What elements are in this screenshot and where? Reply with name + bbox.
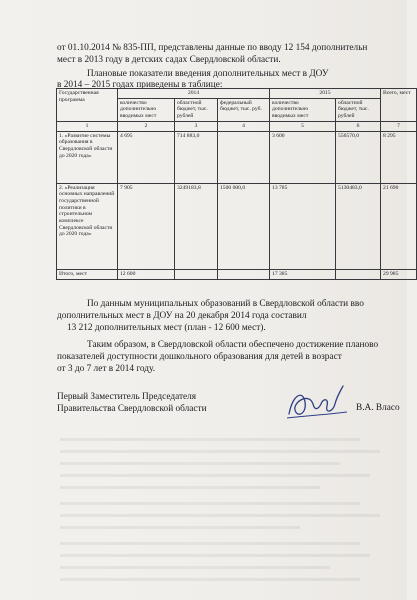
paragraph-line: от 01.10.2014 № 835-ПП, представлены данные по вводу 12 154 дополнительн <box>57 43 368 53</box>
paragraph-line: дополнительных мест в ДОУ на 20 декабря 2014 года составил <box>57 311 307 321</box>
column-number: 4 <box>218 121 270 131</box>
value-cell <box>336 269 381 279</box>
paragraph-line: показателей доступности дошкольного образования для детей в возраст <box>57 352 342 362</box>
column-number: 1 <box>57 121 118 131</box>
column-number: 6 <box>336 121 381 131</box>
value-cell: 13 785 <box>270 183 336 269</box>
value-cell <box>218 269 270 279</box>
paragraph-line: от 3 до 7 лет в 2014 году. <box>57 364 156 374</box>
table-row <box>57 183 417 269</box>
total-cell: 29 985 <box>381 269 417 279</box>
value-cell: 556570,0 <box>336 131 381 183</box>
value-cell: 714 883,0 <box>175 131 218 183</box>
column-number: 7 <box>381 121 417 131</box>
paragraph-line: в 2014 – 2015 годах приведены в таблице: <box>57 80 223 90</box>
value-cell: 1500 000,0 <box>218 183 270 269</box>
header-total: Всего, мест <box>381 89 417 122</box>
value-cell <box>218 131 270 183</box>
handwritten-signature <box>283 384 353 426</box>
table-row <box>57 131 417 183</box>
header-col: федеральный бюджет, тыс. руб. <box>218 98 270 121</box>
header-program: Государственная программа <box>57 89 118 122</box>
value-cell: 5130483,0 <box>336 183 381 269</box>
value-cell: 12 600 <box>118 269 175 279</box>
table-row-total <box>57 269 417 279</box>
show-through-text <box>0 430 407 600</box>
total-cell: 21 690 <box>381 183 417 269</box>
value-cell: 3 600 <box>270 131 336 183</box>
program-cell: Итого, мест <box>57 269 118 279</box>
signature-block <box>57 391 207 415</box>
column-number: 2 <box>118 121 175 131</box>
column-number: 5 <box>270 121 336 131</box>
header-year-2015: 2015 <box>270 89 381 99</box>
header-col: областной бюджет, тыс. рублей <box>175 98 218 121</box>
header-col: количество дополнительно вводимых мест <box>270 98 336 121</box>
program-cell: 2. «Реализация основных направлений государственной политики в строительном комплексе Свердловской области до 2020 года» <box>57 183 118 269</box>
total-cell: 8 295 <box>381 131 417 183</box>
signatory-name: В.А. Власо <box>356 403 400 413</box>
paragraph-line: 13 212 дополнительных мест (план - 12 600 мест). <box>67 323 266 333</box>
program-cell: 1. «Развитие системы образования в Свердловской области до 2020 года» <box>57 131 118 183</box>
signatory-title-line1: Первый Заместитель Председателя <box>57 392 197 402</box>
header-col: областной бюджет, тыс. рублей <box>336 98 381 121</box>
paragraph-line: По данным муниципальных образований в Свердловской области вво <box>87 299 364 309</box>
paragraph-line: мест в 2013 году в детских садах Свердловской области. <box>57 55 281 65</box>
paragraph-line: Плановые показатели введения дополнительных мест в ДОУ <box>87 69 329 79</box>
header-year-2014: 2014 <box>118 89 270 99</box>
value-cell: 4 695 <box>118 131 175 183</box>
column-number: 3 <box>175 121 218 131</box>
signatory-title-line2: Правительства Свердловской области <box>57 404 207 414</box>
paragraph-line: Таким образом, в Свердловской области обеспечено достижение планово <box>87 340 379 350</box>
value-cell: 3249183,8 <box>175 183 218 269</box>
value-cell <box>175 269 218 279</box>
value-cell: 17 385 <box>270 269 336 279</box>
header-col: количество дополнительно вводимых мест <box>118 98 175 121</box>
value-cell: 7 905 <box>118 183 175 269</box>
plan-table <box>56 88 417 280</box>
